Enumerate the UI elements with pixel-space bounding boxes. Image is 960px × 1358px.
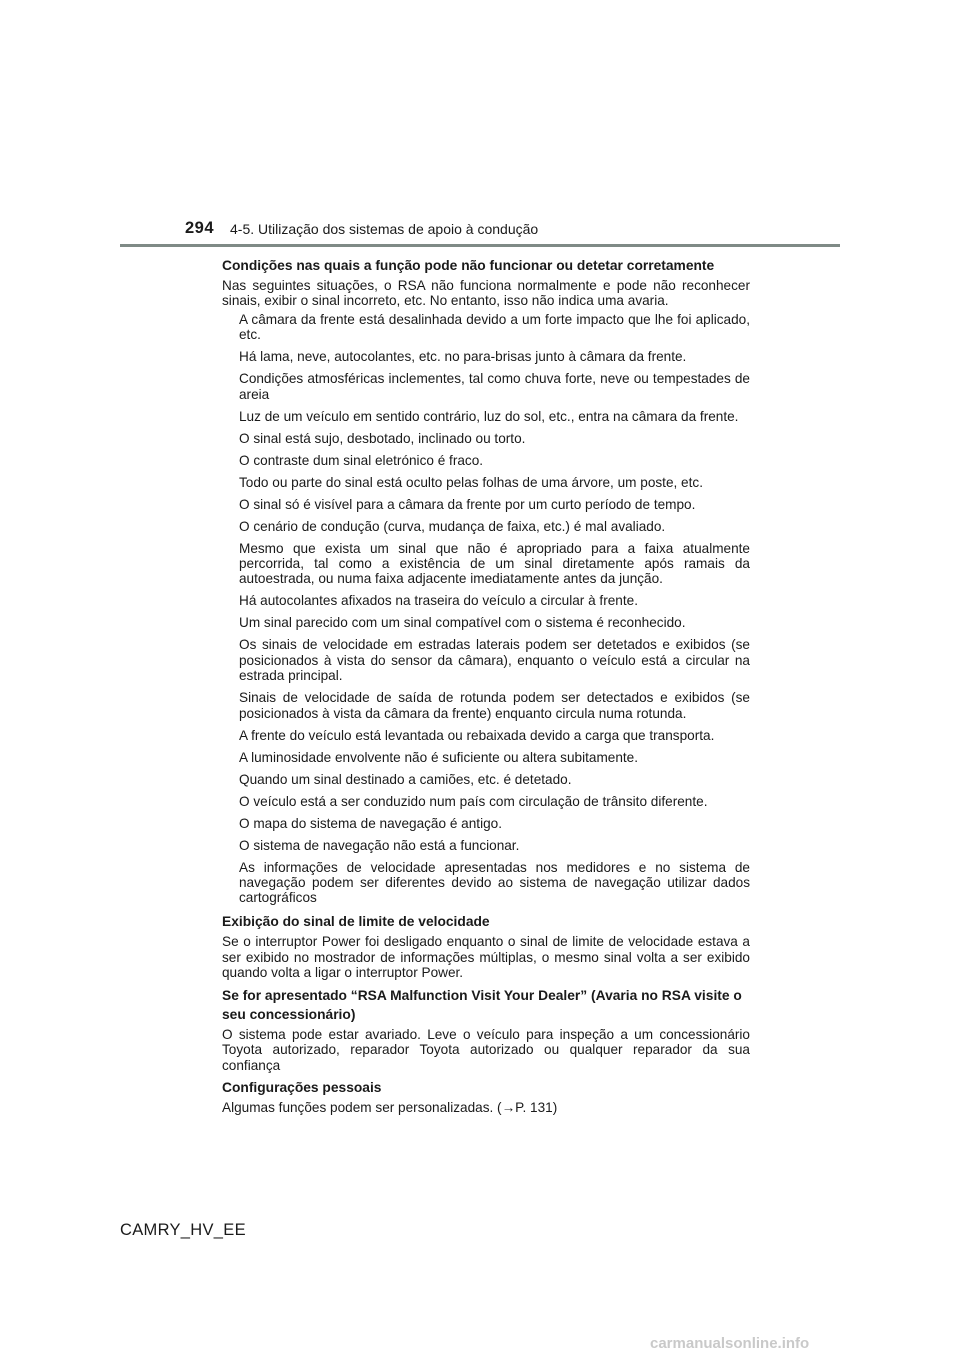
personal-settings-heading: Configurações pessoais xyxy=(222,1079,382,1095)
list-item xyxy=(222,497,750,512)
display-heading: Exibição do sinal de limite de velocidade xyxy=(222,914,490,930)
list-item-text: A câmara da frente está desalinhada devido a um forte impacto que lhe foi aplicado, etc. xyxy=(239,311,750,343)
list-item xyxy=(222,349,750,364)
list-item xyxy=(222,794,750,809)
list-item xyxy=(222,371,750,402)
conditions-heading: Condições nas quais a função pode não funcionar ou detetar corretamente xyxy=(222,258,715,273)
list-item xyxy=(222,816,750,831)
list-item xyxy=(222,541,750,587)
conditions-intro: Nas seguintes situações, o RSA não funciona normalmente e pode não reconhecer sinais, exibir o sinal incorreto, etc. No entanto, isso não indica uma avaria. xyxy=(222,278,750,309)
list-item xyxy=(222,431,750,446)
list-item-text: O veículo está a ser conduzido num país com circulação de trânsito diferente. xyxy=(239,793,708,809)
malfunction-body: O sistema pode estar avariado. Leve o veículo para inspeção a um concessionário Toyota autorizado, reparador Toyota autorizado ou qualquer reparador da sua confiança xyxy=(222,1026,750,1073)
list-item-text: A frente do veículo está levantada ou rebaixada devido a carga que transporta. xyxy=(239,727,715,743)
list-item xyxy=(222,453,750,468)
list-item-text: O sinal está sujo, desbotado, inclinado ou torto. xyxy=(239,430,526,446)
display-body: Se o interruptor Power foi desligado enquanto o sinal de limite de velocidade estava a ser exibido no mostrador de informações múltiplas, o mesmo sinal volta a ser exibido quando volta a ligar o interruptor Power. xyxy=(222,934,750,981)
list-item xyxy=(222,772,750,787)
list-item xyxy=(222,409,750,424)
list-item xyxy=(222,860,750,906)
list-item-text: Todo ou parte do sinal está oculto pelas folhas de uma árvore, um poste, etc. xyxy=(239,474,703,490)
list-item-text: Condições atmosféricas inclementes, tal como chuva forte, neve ou tempestades de areia xyxy=(239,371,750,402)
list-item xyxy=(222,615,750,630)
document-code: CAMRY_HV_EE xyxy=(120,1221,246,1239)
list-item xyxy=(222,838,750,853)
list-item-text: Há autocolantes afixados na traseira do veículo a circular à frente. xyxy=(239,593,638,609)
list-item-text: O sinal só é visível para a câmara da frente por um curto período de tempo. xyxy=(239,496,696,512)
list-item-text: Os sinais de velocidade em estradas laterais podem ser detetados e exibidos (se posicionados à vista do sensor da câmara), enquanto o veículo está a circular na estrada principal. xyxy=(239,637,750,684)
list-item xyxy=(222,519,750,534)
list-item-text: Sinais de velocidade de saída de rotunda podem ser detectados e exibidos (se posicionados à vista da câmara da frente) enquanto circula numa rotunda. xyxy=(239,690,750,721)
list-item xyxy=(222,728,750,743)
list-item xyxy=(222,475,750,490)
page-number: 294 xyxy=(185,219,215,237)
list-item xyxy=(222,593,750,608)
list-item-text: Luz de um veículo em sentido contrário, luz do sol, etc., entra na câmara da frente. xyxy=(239,408,739,424)
page-header xyxy=(0,0,960,250)
list-item-text: O mapa do sistema de navegação é antigo. xyxy=(239,815,502,831)
watermark: carmanualsonline.info xyxy=(650,1335,810,1352)
list-item-text: Quando um sinal destinado a camiões, etc. é detetado. xyxy=(239,771,572,787)
list-item-text: Há lama, neve, autocolantes, etc. no para-brisas junto à câmara da frente. xyxy=(239,349,687,365)
list-item-text: A luminosidade envolvente não é suficiente ou altera subitamente. xyxy=(239,749,639,765)
list-item-text: Um sinal parecido com um sinal compatível com o sistema é reconhecido. xyxy=(239,615,686,631)
list-item-text: O cenário de condução (curva, mudança de faixa, etc.) é mal avaliado. xyxy=(239,518,666,534)
main-content xyxy=(222,256,750,1118)
list-item-text: O contraste dum sinal eletrónico é fraco. xyxy=(239,452,484,468)
malfunction-heading: Se for apresentado “RSA Malfunction Visit Your Dealer” (Avaria no RSA visite o seu concessionário) xyxy=(222,987,742,1022)
list-item-text: Mesmo que exista um sinal que não é apropriado para a faixa atualmente percorrida, tal como a existência de um sinal diretamente após ramais da autoestrada, ou numa faixa adjacente imediatamente antes da junção. xyxy=(239,540,750,587)
list-item xyxy=(222,690,750,721)
list-item xyxy=(222,750,750,765)
section-title: 4-5. Utilização dos sistemas de apoio à condução xyxy=(230,221,539,237)
list-item-text: As informações de velocidade apresentadas nos medidores e no sistema de navegação podem ser diferentes devido ao sistema de navegação utilizar dados cartográficos xyxy=(239,859,750,906)
list-item-text: O sistema de navegação não está a funcionar. xyxy=(239,837,520,853)
list-item xyxy=(222,312,750,343)
list-item xyxy=(222,637,750,683)
personal-settings-body: Algumas funções podem ser personalizadas. (→P. 131) xyxy=(222,1099,558,1115)
conditions-list xyxy=(222,312,750,906)
header-divider xyxy=(120,244,840,247)
